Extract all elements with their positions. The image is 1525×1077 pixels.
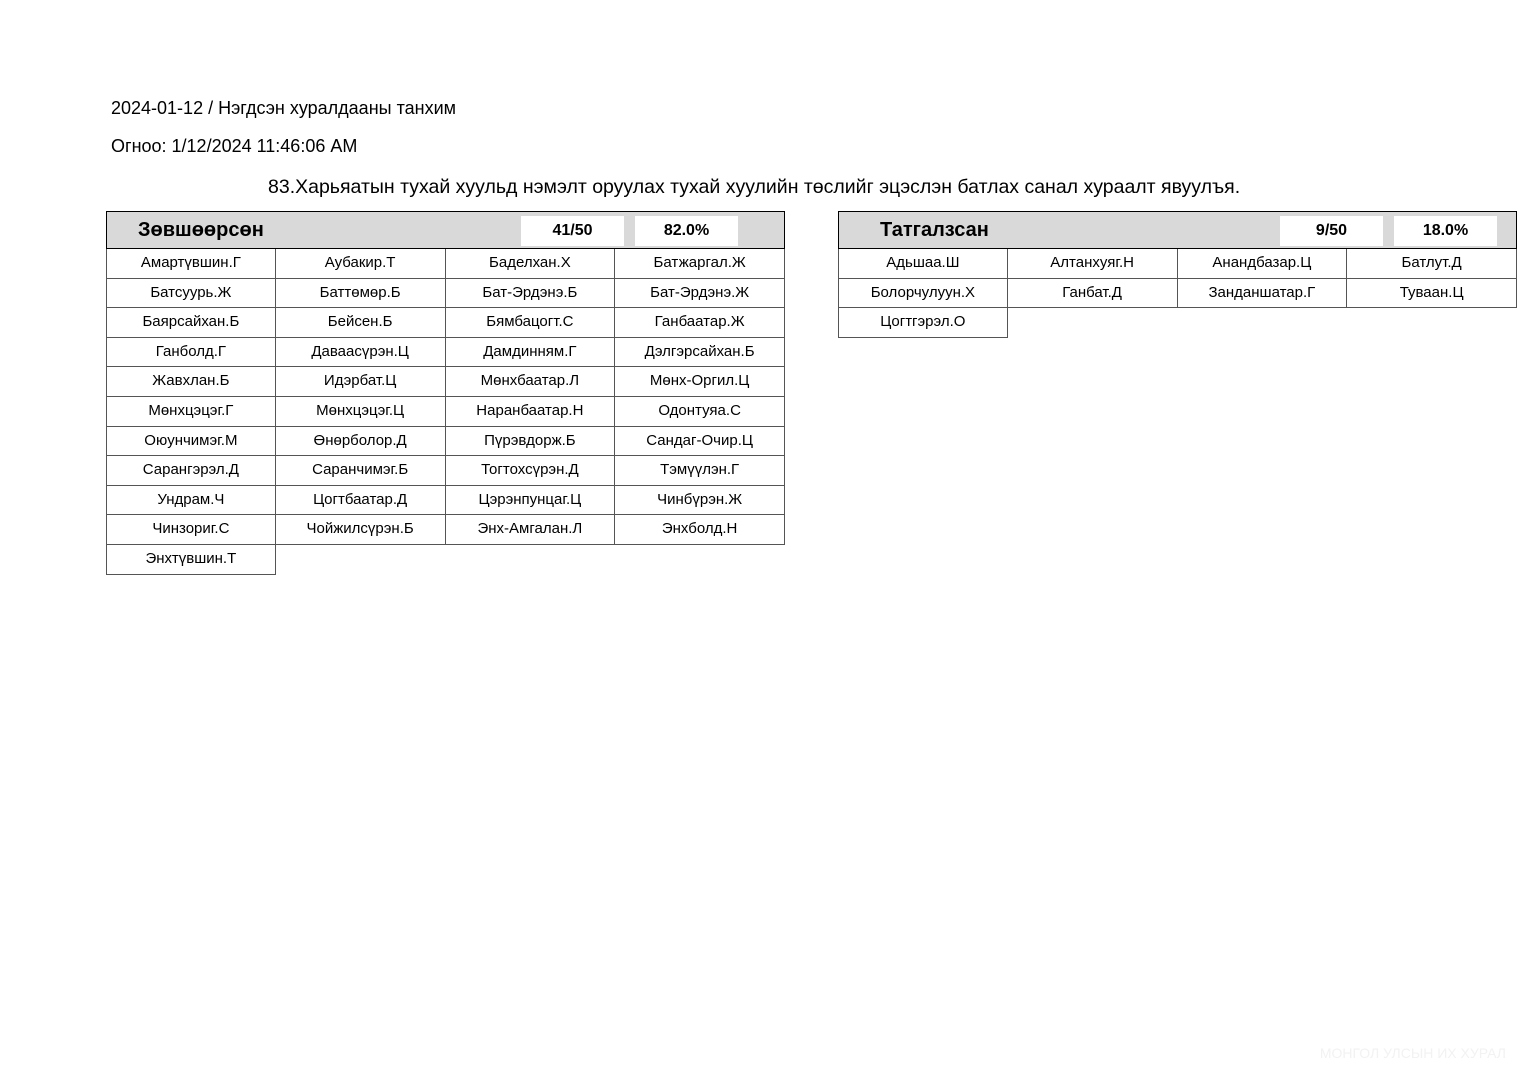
reject-member-name: Туваан.Ц [1347,279,1517,309]
approve-member-name: Цэрэнпунцаг.Ц [446,486,616,516]
approve-member-name: Бямбацогт.С [446,308,616,338]
approve-member-name: Ганболд.Г [106,338,276,368]
approve-member-name: Чинзориг.С [106,515,276,545]
approve-member-name: Чойжилсүрэн.Б [276,515,446,545]
reject-label: Татгалзсан [880,219,989,241]
approve-member-name: Саранчимэг.Б [276,456,446,486]
reject-member-name: Анандбазар.Ц [1178,249,1348,279]
approve-member-name: Чинбүрэн.Ж [615,486,785,516]
approve-percent: 82.0% [635,216,738,246]
approve-member-name: Энхтүвшин.Т [106,545,276,575]
approve-member-name: Амартүвшин.Г [106,249,276,279]
approve-member-name: Энх-Амгалан.Л [446,515,616,545]
approve-label: Зөвшөөрсөн [138,219,264,241]
approve-member-name: Ундрам.Ч [106,486,276,516]
approve-member-name: Аубакир.Т [276,249,446,279]
approve-member-name: Бат-Эрдэнэ.Б [446,279,616,309]
approve-member-name: Тогтохсүрэн.Д [446,456,616,486]
watermark-text: МОНГОЛ УЛСЫН ИХ ХУРАЛ [1319,1045,1506,1061]
reject-header [838,211,1517,249]
approve-member-name: Мөнхцэцэг.Г [106,397,276,427]
reject-member-name: Ганбат.Д [1008,279,1178,309]
approve-member-name: Сарангэрэл.Д [106,456,276,486]
reject-member-name: Занданшатар.Г [1178,279,1348,309]
reject-member-name: Алтанхуяг.Н [1008,249,1178,279]
approve-member-name: Тэмүүлэн.Г [615,456,785,486]
approve-member-name: Баделхан.Х [446,249,616,279]
approve-member-name: Дэлгэрсайхан.Б [615,338,785,368]
approve-member-name: Цогтбаатар.Д [276,486,446,516]
motion-title: 83.Харьяатын тухай хуульд нэмэлт оруулах тухай хуулийн төслийг эцэслэн батлах санал хураалт явуулъя. [268,176,1241,198]
approve-member-name: Мөнхбаатар.Л [446,367,616,397]
approve-member-name: Батсуурь.Ж [106,279,276,309]
approve-names-grid [106,249,785,575]
reject-member-name: Цогтгэрэл.О [838,308,1008,338]
approve-member-name: Наранбаатар.Н [446,397,616,427]
approve-member-name: Оюунчимэг.М [106,427,276,457]
approve-section [106,211,785,575]
approve-member-name: Баярсайхан.Б [106,308,276,338]
reject-names-grid [838,249,1517,338]
reject-section [838,211,1517,338]
approve-member-name: Дамдинням.Г [446,338,616,368]
session-title: 2024-01-12 / Нэгдсэн хуралдааны танхим [111,98,456,118]
approve-member-name: Идэрбат.Ц [276,367,446,397]
approve-member-name: Сандаг-Очир.Ц [615,427,785,457]
approve-member-name: Мөнхцэцэг.Ц [276,397,446,427]
approve-member-name: Ганбаатар.Ж [615,308,785,338]
approve-member-name: Пүрэвдорж.Б [446,427,616,457]
approve-member-name: Даваасүрэн.Ц [276,338,446,368]
approve-member-name: Жавхлан.Б [106,367,276,397]
approve-member-name: Өнөрболор.Д [276,427,446,457]
reject-member-name: Болорчулуун.Х [838,279,1008,309]
approve-member-name: Баттөмөр.Б [276,279,446,309]
approve-member-name: Энхболд.Н [615,515,785,545]
approve-member-name: Одонтуяа.С [615,397,785,427]
vote-timestamp: Огноо: 1/12/2024 11:46:06 AM [111,136,358,156]
approve-member-name: Батжаргал.Ж [615,249,785,279]
reject-member-name: Батлут.Д [1347,249,1517,279]
approve-member-name: Бейсен.Б [276,308,446,338]
reject-count: 9/50 [1280,216,1383,246]
reject-member-name: Адьшаа.Ш [838,249,1008,279]
reject-percent: 18.0% [1394,216,1497,246]
approve-member-name: Мөнх-Оргил.Ц [615,367,785,397]
approve-member-name: Бат-Эрдэнэ.Ж [615,279,785,309]
approve-header [106,211,785,249]
approve-count: 41/50 [521,216,624,246]
